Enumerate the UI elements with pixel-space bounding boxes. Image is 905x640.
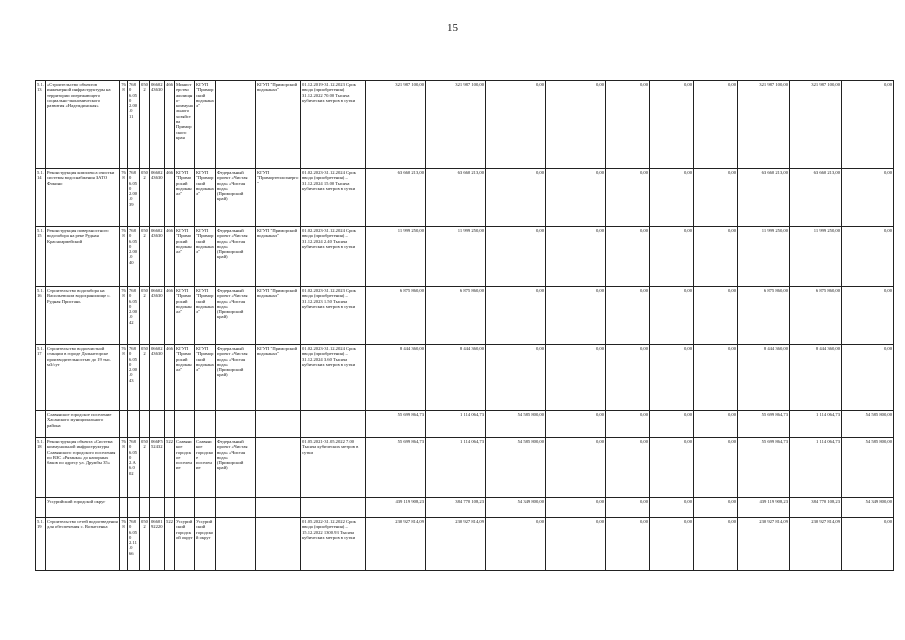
expense-type-cell: 466 [165, 345, 175, 411]
object-name-cell: Реконструкция поверхностного водозабора на реке Рудная Красноармейский [46, 227, 120, 287]
federal-project-cell: Федеральный проект «Чистая вода» «Чистая вода» (Приморский край) [216, 345, 256, 411]
other-source-2-cell: 0,00 [650, 227, 694, 287]
table-row [36, 411, 894, 438]
federal-budget-cell: 54 585 800,00 [486, 438, 546, 498]
target-article-cell: 06602 43630 [150, 169, 165, 227]
local-budget-cell: 0,00 [546, 498, 606, 518]
developer-cell: КГУП "Приморский водоканал" [256, 345, 301, 411]
regional-budget-cell: 63 660 213,00 [426, 169, 486, 227]
customer-cell [195, 498, 216, 518]
deadline-capacity-cell: 01.02.2023-31.12.2024 Срок ввода (приобретения) – 31.12.2024 2.40 Тысяча кубических метров в сутки [301, 227, 366, 287]
table-row [36, 438, 894, 498]
total-amount-cell: 11 999 250,00 [366, 227, 426, 287]
table-row [36, 287, 894, 345]
row-number-cell: 5.1.13 [36, 81, 46, 169]
customer-cell: Уссурийский городской округ [195, 518, 216, 571]
federal-budget-cell: 0,00 [486, 287, 546, 345]
customer-cell: КГУП "Приморский водоканал" [195, 81, 216, 169]
program-code-cell [128, 411, 140, 438]
budget-table [35, 80, 894, 571]
section-code-cell: 0502 [140, 438, 150, 498]
object-name-cell: Славянское городское поселение Хасанского муниципального района [46, 411, 120, 438]
other-source-1-cell: 0,00 [606, 287, 650, 345]
total-amount-cell: 6 875 860,00 [366, 287, 426, 345]
other-source-2-cell: 0,00 [650, 345, 694, 411]
year-federal-cell: 0,00 [842, 345, 894, 411]
regional-budget-cell: 1 114 064,73 [426, 438, 486, 498]
row-number-cell: 5.1.14 [36, 169, 46, 227]
year-regional-cell: 1 114 064,73 [790, 411, 842, 438]
developer-cell [256, 438, 301, 498]
year-federal-cell: 0,00 [842, 81, 894, 169]
other-source-1-cell: 0,00 [606, 498, 650, 518]
local-budget-cell: 0,00 [546, 345, 606, 411]
responsible-executor-cell: Министерство жилищно-коммунального хозяйства Приморского края [175, 81, 195, 169]
federal-budget-cell: 0,00 [486, 81, 546, 169]
total-amount-cell: 230 927 814,09 [366, 518, 426, 571]
year-federal-cell: 54 585 800,00 [842, 411, 894, 438]
program-code-cell: 768 0 6.050 2.00.0 42 [128, 287, 140, 345]
federal-budget-cell: 0,00 [486, 227, 546, 287]
object-name-cell: Уссурийский городской округ [46, 498, 120, 518]
expense-type-cell: 466 [165, 81, 175, 169]
year-regional-cell: 8 444 360,00 [790, 345, 842, 411]
target-article-cell [150, 498, 165, 518]
row-number-cell: 5.1.15 [36, 227, 46, 287]
deadline-capacity-cell: 01.12.2019-31.12.2023 Срок ввода (приобретения) 31.12.2022 70.00 Тысяча кубических метров в сутки [301, 81, 366, 169]
object-name-cell: «Строительство объектов инженерной инфраструктуры на территории опережающего социально-экономического развития «Надеждинская» [46, 81, 120, 169]
year-total-cell: 11 999 250,00 [738, 227, 790, 287]
other-source-3-cell: 0,00 [694, 411, 738, 438]
regional-budget-cell: 384 770 108,23 [426, 498, 486, 518]
year-regional-cell: 6 875 860,00 [790, 287, 842, 345]
customer-cell: Славянское городское поселение [195, 438, 216, 498]
year-regional-cell: 63 660 213,00 [790, 169, 842, 227]
federal-budget-cell: 54 585 800,00 [486, 411, 546, 438]
section-code-cell [140, 411, 150, 438]
other-source-3-cell: 0,00 [694, 438, 738, 498]
other-source-2-cell: 0,00 [650, 169, 694, 227]
developer-cell: КГУП "Примортеплоэнерго" [256, 169, 301, 227]
responsible-executor-cell [175, 411, 195, 438]
regional-budget-cell: 1 114 064,73 [426, 411, 486, 438]
total-amount-cell: 63 660 213,00 [366, 169, 426, 227]
federal-project-cell: Федеральный проект «Чистая вода» «Чистая вода» (Приморский край) [216, 287, 256, 345]
regional-budget-cell: 321 987 100,00 [426, 81, 486, 169]
year-total-cell: 6 875 860,00 [738, 287, 790, 345]
target-article-cell: 066F5 52432 [150, 438, 165, 498]
federal-project-cell: Федеральный проект «Чистая вода» «Чистая вода» (Приморский край) [216, 438, 256, 498]
other-source-3-cell: 0,00 [694, 498, 738, 518]
federal-project-cell [216, 498, 256, 518]
object-name-cell: Реконструкция комплекса очистки системы водоснабжения ЗАТО Фокино [46, 169, 120, 227]
table-row [36, 498, 894, 518]
developer-cell [256, 518, 301, 571]
target-article-cell: 06602 43630 [150, 227, 165, 287]
grbs-code-cell: 768 [120, 287, 128, 345]
local-budget-cell: 0,00 [546, 438, 606, 498]
total-amount-cell: 55 699 864,73 [366, 438, 426, 498]
program-code-cell: 768 0 6.050 2.00.0 43 [128, 345, 140, 411]
responsible-executor-cell: Славянское городское поселение [175, 438, 195, 498]
other-source-2-cell: 0,00 [650, 411, 694, 438]
table-row [36, 81, 894, 169]
developer-cell [256, 498, 301, 518]
year-federal-cell: 54 585 800,00 [842, 438, 894, 498]
deadline-capacity-cell: 01.05.2022-31.12.2022 Срок ввода (приобретения) – 15.12.2022 1300.93 Тысяча кубических метров в сутки [301, 518, 366, 571]
regional-budget-cell: 6 875 860,00 [426, 287, 486, 345]
grbs-code-cell: 768 [120, 438, 128, 498]
row-number-cell: 5.1.19 [36, 518, 46, 571]
federal-budget-cell: 54 349 800,00 [486, 498, 546, 518]
deadline-capacity-cell: 01.02.2023-31.12.2023 Срок ввода (приобретения) – 31.12.2023 1.50 Тысяча кубических метров в сутки [301, 287, 366, 345]
local-budget-cell: 0,00 [546, 518, 606, 571]
row-number-cell: 5.1.16 [36, 287, 46, 345]
year-regional-cell: 230 927 814,09 [790, 518, 842, 571]
program-code-cell [128, 498, 140, 518]
object-name-cell: Реконструкция объекта «Система коммунальной инфраструктуры Славянского городского поселения по ВЗС «Рязанка» до напорных баков по адресу ул. Дружбы 35» [46, 438, 120, 498]
local-budget-cell: 0,00 [546, 169, 606, 227]
section-code-cell: 0502 [140, 518, 150, 571]
other-source-2-cell: 0,00 [650, 287, 694, 345]
table-row [36, 169, 894, 227]
other-source-2-cell: 0,00 [650, 438, 694, 498]
federal-project-cell: Федеральный проект «Чистая вода» «Чистая вода» (Приморский край) [216, 227, 256, 287]
year-total-cell: 63 660 213,00 [738, 169, 790, 227]
row-number-cell: 5.1.17 [36, 345, 46, 411]
year-regional-cell: 1 114 064,73 [790, 438, 842, 498]
section-code-cell [140, 498, 150, 518]
local-budget-cell: 0,00 [546, 227, 606, 287]
year-regional-cell: 321 987 100,00 [790, 81, 842, 169]
table-row [36, 345, 894, 411]
object-name-cell: Строительство водозабора на Васильевском водохранилище с. Рудная Пристань [46, 287, 120, 345]
year-federal-cell: 0,00 [842, 227, 894, 287]
grbs-code-cell: 768 [120, 81, 128, 169]
year-federal-cell: 0,00 [842, 518, 894, 571]
year-total-cell: 321 987 100,00 [738, 81, 790, 169]
object-name-cell: Строительство сетей водоотведения для обеспечения с. Вознесенка [46, 518, 120, 571]
grbs-code-cell: 768 [120, 518, 128, 571]
deadline-capacity-cell: 01.02.2023-31.12.2024 Срок ввода (приобретения) – 31.12.2024 3.60 Тысяча кубических метров в сутки [301, 345, 366, 411]
section-code-cell: 0502 [140, 227, 150, 287]
target-article-cell: 06602 43630 [150, 81, 165, 169]
deadline-capacity-cell: 01.02.2023-31.12.2024 Срок ввода (приобретения) – 31.12.2024 15.00 Тысяча кубических метров в сутки [301, 169, 366, 227]
section-code-cell: 0502 [140, 81, 150, 169]
customer-cell: КГУП "Приморский водоканал" [195, 169, 216, 227]
year-total-cell: 439 119 908,23 [738, 498, 790, 518]
federal-project-cell [216, 411, 256, 438]
section-code-cell: 0502 [140, 345, 150, 411]
year-total-cell: 8 444 360,00 [738, 345, 790, 411]
section-code-cell: 0502 [140, 287, 150, 345]
year-federal-cell: 54 349 800,00 [842, 498, 894, 518]
responsible-executor-cell [175, 498, 195, 518]
year-total-cell: 230 927 814,09 [738, 518, 790, 571]
other-source-1-cell: 0,00 [606, 169, 650, 227]
row-number-cell: 5.1.18 [36, 438, 46, 498]
other-source-3-cell: 0,00 [694, 81, 738, 169]
year-regional-cell: 384 770 108,23 [790, 498, 842, 518]
responsible-executor-cell: КГУП "Приморский водоканал" [175, 169, 195, 227]
customer-cell: КГУП "Приморский водоканал" [195, 227, 216, 287]
expense-type-cell: 522 [165, 438, 175, 498]
other-source-3-cell: 0,00 [694, 169, 738, 227]
responsible-executor-cell: Уссурийский городской округ [175, 518, 195, 571]
responsible-executor-cell: КГУП "Приморский водоканал" [175, 227, 195, 287]
year-federal-cell: 0,00 [842, 287, 894, 345]
other-source-3-cell: 0,00 [694, 287, 738, 345]
deadline-capacity-cell [301, 411, 366, 438]
expense-type-cell: 522 [165, 518, 175, 571]
federal-project-cell: Федеральный проект «Чистая вода» «Чистая вода» (Приморский край) [216, 169, 256, 227]
regional-budget-cell: 11 999 250,00 [426, 227, 486, 287]
program-code-cell: 768 0 6.050 2.00.0 39 [128, 169, 140, 227]
page-number: 15 [447, 22, 458, 34]
program-code-cell: 768 0 6.050 2.00.0 11 [128, 81, 140, 169]
deadline-capacity-cell: 01.05.2021-31.05.2022 7.00 Тысяча кубических метров в сутки [301, 438, 366, 498]
federal-budget-cell: 0,00 [486, 169, 546, 227]
regional-budget-cell: 230 927 814,09 [426, 518, 486, 571]
regional-budget-cell: 8 444 360,00 [426, 345, 486, 411]
deadline-capacity-cell [301, 498, 366, 518]
expense-type-cell: 466 [165, 227, 175, 287]
other-source-2-cell: 0,00 [650, 498, 694, 518]
customer-cell: КГУП "Приморский водоканал" [195, 287, 216, 345]
program-code-cell: 768 0 6.050 2.А6.0 02 [128, 438, 140, 498]
row-number-cell [36, 498, 46, 518]
grbs-code-cell: 768 [120, 227, 128, 287]
other-source-1-cell: 0,00 [606, 345, 650, 411]
local-budget-cell: 0,00 [546, 287, 606, 345]
developer-cell: КГУП "Приморский водоканал" [256, 81, 301, 169]
program-code-cell: 768 0 6.050 2.11.0 66 [128, 518, 140, 571]
expense-type-cell: 466 [165, 287, 175, 345]
total-amount-cell: 321 987 100,00 [366, 81, 426, 169]
total-amount-cell: 8 444 360,00 [366, 345, 426, 411]
grbs-code-cell: 768 [120, 345, 128, 411]
other-source-1-cell: 0,00 [606, 438, 650, 498]
expense-type-cell [165, 411, 175, 438]
other-source-1-cell: 0,00 [606, 518, 650, 571]
grbs-code-cell: 768 [120, 169, 128, 227]
developer-cell: КГУП "Приморский водоканал" [256, 287, 301, 345]
other-source-3-cell: 0,00 [694, 518, 738, 571]
target-article-cell [150, 411, 165, 438]
local-budget-cell: 0,00 [546, 411, 606, 438]
total-amount-cell: 55 699 864,73 [366, 411, 426, 438]
year-regional-cell: 11 999 250,00 [790, 227, 842, 287]
section-code-cell: 0502 [140, 169, 150, 227]
table-row [36, 518, 894, 571]
developer-cell: КГУП "Приморский водоканал" [256, 227, 301, 287]
year-total-cell: 55 699 864,73 [738, 438, 790, 498]
federal-budget-cell: 0,00 [486, 345, 546, 411]
grbs-code-cell [120, 498, 128, 518]
developer-cell [256, 411, 301, 438]
target-article-cell: 06602 43630 [150, 287, 165, 345]
other-source-1-cell: 0,00 [606, 411, 650, 438]
customer-cell [195, 411, 216, 438]
table-row [36, 227, 894, 287]
total-amount-cell: 439 119 908,23 [366, 498, 426, 518]
local-budget-cell: 0,00 [546, 81, 606, 169]
responsible-executor-cell: КГУП "Приморский водоканал" [175, 345, 195, 411]
federal-budget-cell: 0,00 [486, 518, 546, 571]
row-number-cell [36, 411, 46, 438]
expense-type-cell: 466 [165, 169, 175, 227]
object-name-cell: Строительство водоочистной станции в городе Дальнегорске производительностью до 19 тыс. м3/сут [46, 345, 120, 411]
target-article-cell: 06602 43630 [150, 345, 165, 411]
responsible-executor-cell: КГУП "Приморский водоканал" [175, 287, 195, 345]
expense-type-cell [165, 498, 175, 518]
other-source-2-cell: 0,00 [650, 81, 694, 169]
other-source-2-cell: 0,00 [650, 518, 694, 571]
other-source-1-cell: 0,00 [606, 227, 650, 287]
customer-cell: КГУП "Приморский водоканал" [195, 345, 216, 411]
federal-project-cell [216, 518, 256, 571]
year-federal-cell: 0,00 [842, 169, 894, 227]
year-total-cell: 55 699 864,73 [738, 411, 790, 438]
grbs-code-cell [120, 411, 128, 438]
program-code-cell: 768 0 6.050 2.00.0 40 [128, 227, 140, 287]
other-source-1-cell: 0,00 [606, 81, 650, 169]
other-source-3-cell: 0,00 [694, 345, 738, 411]
other-source-3-cell: 0,00 [694, 227, 738, 287]
federal-project-cell [216, 81, 256, 169]
target-article-cell: 06601 92220 [150, 518, 165, 571]
